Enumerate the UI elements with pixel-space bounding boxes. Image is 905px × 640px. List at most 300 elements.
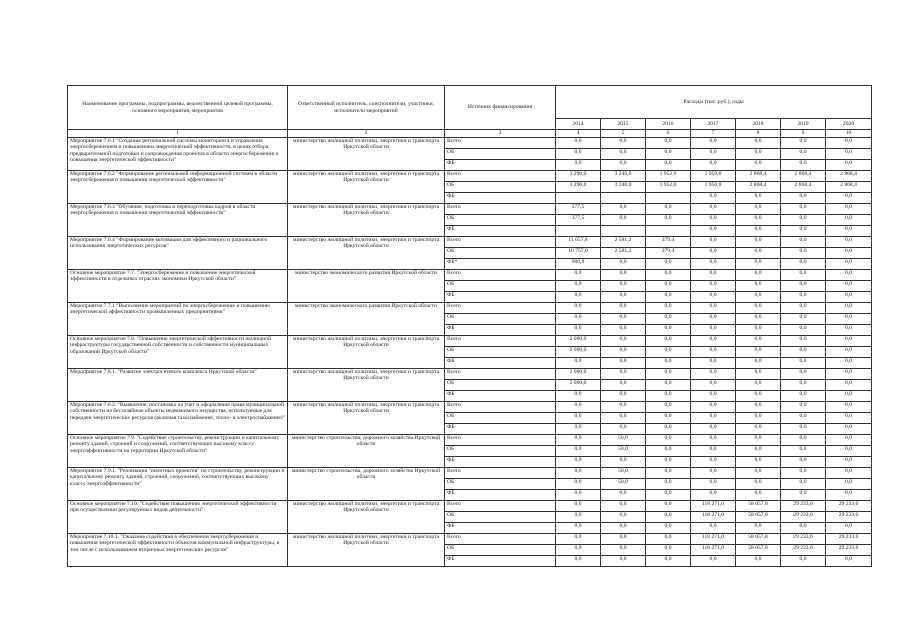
expense-value: 2 581,2 [601,236,646,247]
expense-value: 0,0 [601,544,646,555]
funding-source: Всего [445,467,556,478]
expense-value: 0,0 [826,445,872,456]
header-year: 2016 [646,119,691,130]
expense-value: 0,0 [781,302,826,313]
expense-value: 0,0 [826,203,872,214]
expense-value: 0,0 [826,280,872,291]
expense-value: 0,0 [736,247,781,258]
expense-value: 0,0 [556,412,601,423]
table-row [68,137,872,148]
funding-source: Всего [445,236,556,247]
expense-value: 0,0 [736,478,781,489]
expense-value: 0,0 [826,247,872,258]
funding-source: ФБ [445,489,556,500]
table-row [68,368,872,379]
expense-value: 0,0 [691,214,736,225]
funding-source: Всего [445,401,556,412]
funding-source: ОБ [445,181,556,192]
expense-value: 0,0 [736,335,781,346]
funding-source: ОБ [445,379,556,390]
responsible-executor: министерство жилищной политики, энергетики и транспорта Иркутской области [288,368,445,401]
budget-table-sheet [67,85,871,567]
expense-value: 379,4 [646,247,691,258]
column-numbers-row [68,130,872,138]
expense-value [601,225,646,236]
expense-value: 0,0 [646,313,691,324]
expense-value: 0,0 [736,467,781,478]
funding-source: ФБ [445,357,556,368]
table-row [68,401,872,412]
expense-value: 0,0 [646,478,691,489]
expense-value: 0,0 [826,522,872,533]
expense-value: 377,5 [556,214,601,225]
expense-value: 2 868,4 [736,181,781,192]
expense-value: 0,0 [601,456,646,467]
funding-source: Всего [445,269,556,280]
expense-value: 0,0 [601,423,646,434]
expense-value: 0,0 [736,346,781,357]
activity-name: Мероприятие 7.10.1. "Оказание содействия в обеспечении энергосбережения и повышения энергетической эффективности объектов коммунальной инфраструктуры, в том числе с использованием вторичных энергетических ресурсов" [68,533,288,566]
expense-value: 0,0 [736,137,781,148]
funding-source: Всего [445,434,556,445]
expense-value: 0,0 [691,159,736,170]
expense-value: 1 950,0 [691,170,736,181]
expense-value: 0,0 [781,247,826,258]
expense-value: 0,0 [826,357,872,368]
expense-value: 0,0 [556,434,601,445]
expense-value: 2 000,0 [556,368,601,379]
funding-source: ОБ [445,346,556,357]
activity-name: Мероприятие 7.9.1. "Реализация "пилотных проектов" по строительству, реконструкции и капитальному ремонту зданий, строений, сооружений, соответствующих высокому классу энергоэффективности" [68,467,288,500]
funding-source: Всего [445,170,556,181]
expense-value: 0,0 [736,522,781,533]
expense-value: 0,0 [691,192,736,203]
expense-value: 0,0 [601,511,646,522]
expense-value: 0,0 [691,302,736,313]
expense-value: 0,0 [736,390,781,401]
expense-value: 0,0 [781,159,826,170]
expense-value: 29 233,6 [781,533,826,544]
expense-value: 0,0 [736,258,781,269]
expense-value: 0,0 [826,258,872,269]
expense-value: 2 868,4 [736,170,781,181]
table-row [68,533,872,544]
expense-value: 0,0 [556,137,601,148]
expense-value: 0,0 [646,489,691,500]
expense-value: 0,0 [781,467,826,478]
expense-value: 0,0 [781,368,826,379]
expense-value: 0,0 [736,225,781,236]
column-number: 9 [781,130,826,138]
expense-value: 0,0 [826,555,872,566]
expense-value: 0,0 [691,478,736,489]
expense-value: 0,0 [601,269,646,280]
table-row [68,500,872,511]
expense-value: 0,0 [646,434,691,445]
expense-value: 0,0 [691,434,736,445]
expense-value: 0,0 [736,379,781,390]
expense-value: 0,0 [556,544,601,555]
expense-value: 0,0 [826,225,872,236]
expense-value: 0,0 [736,214,781,225]
expense-value: 0,0 [781,137,826,148]
table-row [68,335,872,346]
expense-value: 0,0 [601,357,646,368]
expense-value: 0,0 [691,236,736,247]
expense-value: 0,0 [556,401,601,412]
activity-name: Основное мероприятие 7.8. "Повышение энергетической эффективности жилищной инфраструктуры государственной собственности и собственности муниципальных образований Иркутской области" [68,335,288,368]
expense-value: 0,0 [556,302,601,313]
expense-value: 0,0 [736,489,781,500]
expense-value: 0,0 [736,159,781,170]
expense-value: 0,0 [781,434,826,445]
expense-value: 0,0 [691,247,736,258]
expense-value: 118 271,0 [691,533,736,544]
expense-value: 0,0 [781,390,826,401]
expense-value: 0,0 [691,137,736,148]
expense-value: 377,5 [556,203,601,214]
funding-source: ОБ [445,412,556,423]
expense-value: 0,0 [691,423,736,434]
expense-value: 0,0 [736,445,781,456]
expense-value: 0,0 [826,335,872,346]
expense-value: 0,0 [826,148,872,159]
column-number: 1 [68,130,288,138]
expense-value: 0,0 [736,423,781,434]
expense-value: 0,0 [736,302,781,313]
responsible-executor: министерство жилищной политики, энергетики и транспорта Иркутской области [288,533,445,566]
activity-name: Мероприятие 7.6.3 "Обучение, подготовка и переподготовка кадров в области энергосбережения и повышения энергетической эффективности" [68,203,288,236]
responsible-executor: министерство жилищной политики, энергетики и транспорта Иркутской области [288,170,445,203]
expense-value: 0,0 [736,269,781,280]
expense-value: 0,0 [736,456,781,467]
expense-value: 0,0 [646,555,691,566]
expense-value: 0,0 [826,313,872,324]
expense-value: 0,0 [601,500,646,511]
expense-value: 0,0 [556,445,601,456]
expense-value: 0,0 [556,500,601,511]
header-year: 2019 [781,119,826,130]
header-expenses: Расходы (тыс. руб.), годы [556,86,872,119]
expense-value: 0,0 [646,258,691,269]
expense-value: 0,0 [691,225,736,236]
activity-name: Мероприятие 7.6.4 "Формирование мотивации для эффективного и рационального использования энергетических ресурсов" [68,236,288,269]
expense-value: 0,0 [646,291,691,302]
expense-value: 2 868,4 [781,181,826,192]
expense-value: 0,0 [646,423,691,434]
expense-value: 0,0 [826,467,872,478]
expense-value: 0,0 [601,302,646,313]
expense-value: 0,0 [736,555,781,566]
expense-value: 0,0 [826,159,872,170]
expense-value: 0,0 [601,533,646,544]
funding-source: ФБ [445,225,556,236]
expense-value: 0,0 [601,335,646,346]
expense-value: 0,0 [556,159,601,170]
funding-source: Всего [445,533,556,544]
expense-value: 1 952,0 [646,170,691,181]
header-program-name: Наименование программы, подпрограммы, ведомственной целевой программы, основного мероприятия, мероприятия [68,86,288,130]
expense-value: 0,0 [691,445,736,456]
expense-value: 3 240,0 [601,170,646,181]
table-row [68,236,872,247]
table-body [68,137,872,566]
funding-source: ФБ [445,291,556,302]
expense-value: 0,0 [646,368,691,379]
funding-source: Всего [445,203,556,214]
column-number: 2 [288,130,445,138]
column-number: 3 [445,130,556,138]
expense-value: 0,0 [646,137,691,148]
expense-value: 0,0 [601,313,646,324]
expense-value: 379,4 [646,236,691,247]
funding-source: ФБ [445,555,556,566]
expense-value: 0,0 [736,313,781,324]
expense-value: 29 233,6 [781,500,826,511]
expense-value: 0,0 [691,280,736,291]
expense-value: 0,0 [601,555,646,566]
expense-value: 0,0 [646,467,691,478]
expense-value: 2 000,0 [556,379,601,390]
expense-value: 0,0 [646,456,691,467]
expense-value: 0,0 [601,258,646,269]
expense-value: 0,0 [646,159,691,170]
expense-value: 0,0 [736,401,781,412]
expense-value: 0,0 [691,555,736,566]
responsible-executor: министерство экономического развития Иркутской области [288,302,445,335]
table-row [68,269,872,280]
expense-value: 0,0 [556,291,601,302]
expense-value: 0,0 [601,324,646,335]
expense-value: 0,0 [736,236,781,247]
expense-value: 58 057,8 [736,511,781,522]
expense-value: 0,0 [646,401,691,412]
expense-value: 0,0 [826,236,872,247]
expense-value: 0,0 [826,434,872,445]
funding-source: Всего [445,137,556,148]
expense-value: 0,0 [826,423,872,434]
expense-value: 0,0 [736,434,781,445]
expense-value: 0,0 [556,456,601,467]
funding-source: ФБ [445,324,556,335]
header-executor: Ответственный исполнитель, соисполнители, участники, исполнители мероприятий [288,86,445,130]
expense-value: 0,0 [781,445,826,456]
expense-value: 0,0 [781,335,826,346]
expense-value: 29 233,6 [826,544,872,555]
expense-value: 0,0 [556,533,601,544]
expense-value: 50,0 [601,467,646,478]
expense-value: 0,0 [736,357,781,368]
expense-value: 1 950,0 [691,181,736,192]
expense-value: 0,0 [691,148,736,159]
expense-value: 0,0 [646,214,691,225]
expense-value: 0,0 [601,489,646,500]
expense-value: 0,0 [826,324,872,335]
expense-value: 0,0 [556,313,601,324]
expense-value: 0,0 [736,148,781,159]
expense-value: 0,0 [781,522,826,533]
expense-value: 0,0 [826,379,872,390]
expense-value: 0,0 [646,357,691,368]
funding-source: ФБ [445,159,556,170]
expense-value: 0,0 [601,390,646,401]
column-number: 6 [646,130,691,138]
expense-value: 0,0 [691,379,736,390]
expense-value: 0,0 [556,522,601,533]
expense-value [646,192,691,203]
expense-value: 0,0 [646,148,691,159]
expense-value: 0,0 [601,148,646,159]
expense-value: 0,0 [826,291,872,302]
funding-source: Всего [445,302,556,313]
expense-value: 0,0 [601,280,646,291]
expense-value: 0,0 [691,324,736,335]
expense-value: 0,0 [646,203,691,214]
expense-value: 0,0 [646,500,691,511]
activity-name: Мероприятие 7.8.1. "Развитие электросетевого комплекса Иркутской области" [68,368,288,401]
column-number: 10 [826,130,872,138]
expense-value: 0,0 [736,291,781,302]
responsible-executor: министерство жилищной политики, энергетики и транспорта Иркутской области [288,335,445,368]
expense-value: 0,0 [646,335,691,346]
responsible-executor: министерство строительства, дорожного хозяйства Иркутской области [288,467,445,500]
expense-value: 2 868,4 [826,181,872,192]
funding-source: ОБ [445,247,556,258]
expense-value: 50,0 [601,478,646,489]
expense-value: 0,0 [781,236,826,247]
expense-value: 3 290,0 [556,181,601,192]
expense-value: 0,0 [556,148,601,159]
expense-value: 0,0 [781,313,826,324]
expense-value: 11 657,8 [556,236,601,247]
expense-value: 0,0 [601,522,646,533]
expense-value: 0,0 [556,269,601,280]
expense-value: 2 868,4 [826,170,872,181]
expense-value: 118 271,0 [691,500,736,511]
funding-source: ФБ* [445,258,556,269]
expense-value: 0,0 [691,346,736,357]
expense-value: 900,8 [556,258,601,269]
expense-value: 0,0 [781,148,826,159]
funding-source: ФБ [445,390,556,401]
expense-value: 0,0 [601,368,646,379]
expense-value: 0,0 [601,401,646,412]
expense-value: 58 057,8 [736,544,781,555]
activity-name: Мероприятие 7.6.2 "Формирование региональной информационной системы в области энергосбережения и повышения энергетической эффективности" [68,170,288,203]
expense-value: 0,0 [556,357,601,368]
expense-value: 0,0 [691,203,736,214]
responsible-executor: министерство строительства, дорожного хозяйства Иркутской области [288,434,445,467]
responsible-executor: министерство жилищной политики, энергетики и транспорта Иркутской области [288,203,445,236]
expense-value [601,192,646,203]
expense-value: 0,0 [781,225,826,236]
expense-value: 0,0 [736,324,781,335]
expense-value: 0,0 [691,467,736,478]
expense-value: 0,0 [826,368,872,379]
expense-value: 0,0 [826,137,872,148]
funding-source: ФБ [445,192,556,203]
expense-value: 0,0 [646,544,691,555]
expense-value: 2 000,0 [556,335,601,346]
expense-value: 0,0 [556,511,601,522]
expense-value: 0,0 [691,313,736,324]
expense-value: 0,0 [826,192,872,203]
expense-value: 0,0 [781,280,826,291]
expense-value: 1 952,0 [646,181,691,192]
expense-value: 0,0 [646,302,691,313]
expense-value: 0,0 [781,203,826,214]
expense-value: 0,0 [781,346,826,357]
expense-value: 0,0 [826,401,872,412]
funding-source: ОБ [445,478,556,489]
table-row [68,467,872,478]
header-year: 2018 [736,119,781,130]
expense-value: 0,0 [556,324,601,335]
expense-value: 0,0 [691,368,736,379]
expense-value: 0,0 [646,324,691,335]
activity-name: Мероприятие 7.7.1 "Выполнение мероприятий по энергосбережению и повышению энергетической эффективности промышленных предприятиями" [68,302,288,335]
expense-value: 0,0 [691,401,736,412]
expense-value: 0,0 [646,445,691,456]
expense-value: 2 581,2 [601,247,646,258]
expense-value [646,225,691,236]
expense-value: 0,0 [826,390,872,401]
table-row [68,203,872,214]
expense-value: 0,0 [736,280,781,291]
expense-value: 0,0 [826,489,872,500]
expense-value: 0,0 [646,269,691,280]
expenditure-table [67,85,872,567]
expense-value: 0,0 [601,203,646,214]
expense-value: 0,0 [601,159,646,170]
column-number: 5 [601,130,646,138]
expense-value: 0,0 [781,379,826,390]
expense-value: 0,0 [601,346,646,357]
expense-value: 118 271,0 [691,544,736,555]
expense-value: 0,0 [781,555,826,566]
expense-value: 0,0 [781,357,826,368]
header-year: 2014 [556,119,601,130]
expense-value: 0,0 [691,335,736,346]
expense-value: 0,0 [556,478,601,489]
expense-value: 0,0 [556,467,601,478]
expense-value: 58 057,8 [736,533,781,544]
column-number: 7 [691,130,736,138]
expense-value: 0,0 [691,291,736,302]
expense-value: 0,0 [781,478,826,489]
responsible-executor: министерство жилищной политики, энергетики и транспорта Иркутской области [288,236,445,269]
expense-value: 0,0 [781,291,826,302]
funding-source: ОБ [445,511,556,522]
expense-value: 0,0 [556,423,601,434]
responsible-executor: министерство жилищной политики, энергетики и транспорта Иркутской области [288,401,445,434]
funding-source: ФБ [445,522,556,533]
expense-value: 50,0 [601,445,646,456]
expense-value: 0,0 [826,456,872,467]
expense-value: 29 233,6 [826,500,872,511]
expense-value [556,225,601,236]
funding-source: ОБ [445,313,556,324]
activity-name: Мероприятие 7.6.1 "Создание региональной системы мониторинга и управления энергосбережением и повышением энергетической эффективности, в целях отбора, предварительной подготовки и сопровождения проектов в области энергосбережения и повышения энергетической эффективности" [68,137,288,170]
expense-value: 0,0 [736,203,781,214]
expense-value: 29 233,6 [781,544,826,555]
expense-value: 0,0 [556,489,601,500]
activity-name: Мероприятие 7.8.2. "Выявление, постановка на учет и оформление права муниципальной собственности на бесхозяйные объекты недвижимого имущества, используемые для передачи энергетических ресурсов (включая газоснабжение, тепло- и электроснабжение)" [68,401,288,434]
funding-source: Всего [445,368,556,379]
expense-value: 0,0 [781,324,826,335]
expense-value: 2 000,0 [556,346,601,357]
header-funding-source: Источник финансирования [445,86,556,130]
